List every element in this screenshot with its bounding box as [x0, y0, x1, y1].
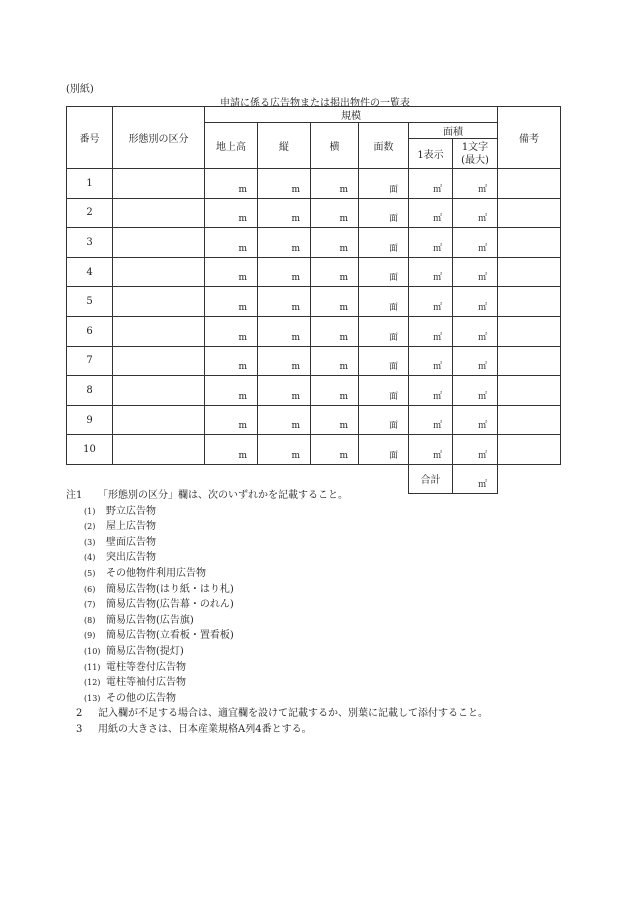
unit-sqm: ㎡	[477, 214, 487, 225]
unit-sqm: ㎡	[432, 273, 442, 284]
category-list-item	[66, 582, 488, 598]
row-height-cell[interactable]	[205, 169, 258, 199]
note-1	[66, 488, 488, 504]
row-number	[67, 316, 113, 346]
row-vertical-cell[interactable]	[258, 228, 311, 258]
row-number-text: 5	[86, 296, 93, 308]
row-horizontal-cell[interactable]	[311, 198, 359, 228]
row-category-cell[interactable]	[113, 405, 205, 435]
unit-meter: m	[291, 332, 300, 343]
row-faces-cell[interactable]	[359, 198, 409, 228]
row-faces-cell[interactable]	[359, 316, 409, 346]
row-vertical-cell[interactable]	[258, 435, 311, 465]
category-number: (3)	[84, 537, 96, 547]
unit-meter: m	[238, 332, 247, 343]
note-2-text: 記入欄が不足する場合は、適宜欄を設けて記載するか、別葉に記載して添付すること。	[98, 708, 488, 720]
category-list-item	[66, 691, 488, 707]
row-number	[67, 287, 113, 317]
category-text: 突出広告物	[106, 552, 156, 564]
unit-meter: m	[291, 362, 300, 373]
row-horizontal-cell[interactable]	[311, 346, 359, 376]
unit-face: 面	[388, 214, 398, 225]
category-text: 簡易広告物(広告旗)	[106, 614, 194, 626]
table-row	[67, 228, 561, 258]
row-category-cell[interactable]	[113, 376, 205, 406]
row-number	[67, 169, 113, 199]
category-number: (12)	[84, 678, 101, 688]
unit-meter: m	[238, 391, 247, 402]
row-remarks-cell[interactable]	[498, 405, 561, 435]
row-char-area-cell[interactable]	[453, 435, 498, 465]
unit-meter: m	[291, 273, 300, 284]
row-faces-cell[interactable]	[359, 228, 409, 258]
note-3-text: 用紙の大きさは、日本産業規格A列4番とする。	[98, 723, 312, 735]
unit-meter: m	[291, 391, 300, 402]
table-row	[67, 316, 561, 346]
category-number: (7)	[84, 600, 96, 610]
unit-sqm: ㎡	[432, 362, 442, 373]
unit-sqm: ㎡	[432, 450, 442, 461]
row-faces-cell[interactable]	[359, 435, 409, 465]
category-list-item	[66, 597, 488, 613]
row-remarks-cell[interactable]	[498, 228, 561, 258]
unit-sqm: ㎡	[477, 450, 487, 461]
unit-face: 面	[388, 332, 398, 343]
table-row	[67, 287, 561, 317]
category-number: (8)	[84, 615, 96, 625]
note-1-label: 注1	[66, 490, 83, 501]
row-char-area-cell[interactable]	[453, 316, 498, 346]
row-horizontal-cell[interactable]	[311, 287, 359, 317]
category-text: その他の広告物	[106, 692, 176, 704]
unit-sqm: ㎡	[477, 332, 487, 343]
row-display-area-cell[interactable]	[409, 405, 453, 435]
category-number: (1)	[84, 506, 96, 516]
row-display-area-cell[interactable]	[409, 198, 453, 228]
row-remarks-cell[interactable]	[498, 198, 561, 228]
category-text: 簡易広告物(はり紙・はり札)	[106, 583, 234, 595]
category-text: 屋上広告物	[106, 521, 156, 533]
unit-meter: m	[291, 450, 300, 461]
unit-face: 面	[388, 362, 398, 373]
unit-meter: m	[339, 362, 348, 373]
row-display-area-cell[interactable]	[409, 376, 453, 406]
row-remarks-cell[interactable]	[498, 376, 561, 406]
row-category-cell[interactable]	[113, 228, 205, 258]
row-display-area-cell[interactable]	[409, 287, 453, 317]
category-list-item	[66, 628, 488, 644]
unit-meter: m	[339, 214, 348, 225]
category-list-item	[66, 675, 488, 691]
table-row	[67, 257, 561, 287]
row-faces-cell[interactable]	[359, 405, 409, 435]
unit-meter: m	[339, 273, 348, 284]
category-number: (9)	[84, 631, 96, 641]
unit-face: 面	[388, 243, 398, 254]
header-char-area-line2: (最大)	[461, 154, 489, 166]
note-3	[66, 722, 488, 738]
category-list-item	[66, 550, 488, 566]
row-faces-cell[interactable]	[359, 257, 409, 287]
row-height-cell[interactable]	[205, 198, 258, 228]
row-number-text: 6	[86, 325, 93, 337]
row-faces-cell[interactable]	[359, 346, 409, 376]
row-vertical-cell[interactable]	[258, 169, 311, 199]
row-remarks-cell[interactable]	[498, 346, 561, 376]
row-height-cell[interactable]	[205, 316, 258, 346]
category-text: 野立広告物	[106, 505, 156, 517]
row-number-text: 2	[86, 207, 93, 219]
category-number: (2)	[84, 522, 96, 532]
row-horizontal-cell[interactable]	[311, 316, 359, 346]
header-scale: 規模	[205, 107, 498, 123]
row-category-cell[interactable]	[113, 287, 205, 317]
row-height-cell[interactable]	[205, 346, 258, 376]
row-category-cell[interactable]	[113, 316, 205, 346]
unit-sqm: ㎡	[477, 184, 487, 195]
unit-meter: m	[291, 214, 300, 225]
note-2	[66, 706, 488, 722]
category-text: 簡易広告物(広告幕・のれん)	[106, 599, 234, 611]
row-horizontal-cell[interactable]	[311, 376, 359, 406]
row-height-cell[interactable]	[205, 257, 258, 287]
unit-meter: m	[238, 243, 247, 254]
row-category-cell[interactable]	[113, 346, 205, 376]
unit-sqm: ㎡	[432, 243, 442, 254]
row-display-area-cell[interactable]	[409, 435, 453, 465]
unit-meter: m	[291, 421, 300, 432]
header-vertical: 縦	[258, 123, 311, 169]
row-display-area-cell[interactable]	[409, 257, 453, 287]
unit-sqm: ㎡	[477, 421, 487, 432]
row-char-area-cell[interactable]	[453, 198, 498, 228]
row-number	[67, 257, 113, 287]
unit-face: 面	[388, 302, 398, 313]
note-2-number: 2	[76, 708, 83, 720]
row-number-text: 3	[86, 236, 93, 248]
advertisement-list-table	[66, 106, 561, 494]
unit-meter: m	[291, 302, 300, 313]
unit-sqm: ㎡	[477, 362, 487, 373]
unit-meter: m	[238, 184, 247, 195]
row-number	[67, 346, 113, 376]
unit-meter: m	[291, 243, 300, 254]
category-text: 電柱等巻付広告物	[106, 661, 186, 673]
row-category-cell[interactable]	[113, 198, 205, 228]
unit-meter: m	[238, 302, 247, 313]
category-list-item	[66, 504, 488, 520]
unit-sqm: ㎡	[477, 479, 487, 490]
unit-meter: m	[339, 332, 348, 343]
unit-sqm: ㎡	[477, 273, 487, 284]
header-display-area: 1表示	[409, 139, 453, 169]
category-text: その他物件利用広告物	[106, 567, 206, 579]
row-char-area-cell[interactable]	[453, 228, 498, 258]
row-number-text: 9	[86, 414, 93, 426]
unit-sqm: ㎡	[477, 302, 487, 313]
row-category-cell[interactable]	[113, 435, 205, 465]
row-faces-cell[interactable]	[359, 376, 409, 406]
category-number: (6)	[84, 584, 96, 594]
row-char-area-cell[interactable]	[453, 346, 498, 376]
row-vertical-cell[interactable]	[258, 405, 311, 435]
table-row	[67, 169, 561, 199]
row-horizontal-cell[interactable]	[311, 257, 359, 287]
annex-label: (別紙)	[66, 84, 94, 95]
category-list-item	[66, 644, 488, 660]
row-number	[67, 228, 113, 258]
row-vertical-cell[interactable]	[258, 376, 311, 406]
header-remarks: 備考	[498, 107, 561, 169]
row-char-area-cell[interactable]	[453, 287, 498, 317]
unit-meter: m	[339, 391, 348, 402]
row-char-area-cell[interactable]	[453, 257, 498, 287]
category-text: 壁面広告物	[106, 536, 156, 548]
unit-meter: m	[339, 243, 348, 254]
row-remarks-cell[interactable]	[498, 257, 561, 287]
row-char-area-cell[interactable]	[453, 405, 498, 435]
unit-face: 面	[388, 184, 398, 195]
unit-sqm: ㎡	[477, 243, 487, 254]
category-number: (4)	[84, 553, 96, 563]
unit-meter: m	[238, 450, 247, 461]
row-display-area-cell[interactable]	[409, 316, 453, 346]
row-char-area-cell[interactable]	[453, 169, 498, 199]
header-height-above-ground: 地上高	[205, 123, 258, 169]
table-row	[67, 376, 561, 406]
category-list-item	[66, 660, 488, 676]
unit-sqm: ㎡	[432, 184, 442, 195]
unit-meter: m	[339, 302, 348, 313]
category-list-item	[66, 519, 488, 535]
row-category-cell[interactable]	[113, 257, 205, 287]
row-number-text: 7	[86, 355, 93, 367]
unit-face: 面	[388, 450, 398, 461]
row-height-cell[interactable]	[205, 228, 258, 258]
category-number: (5)	[84, 568, 96, 578]
unit-meter: m	[238, 214, 247, 225]
header-area: 面積	[409, 123, 498, 139]
row-faces-cell[interactable]	[359, 287, 409, 317]
row-horizontal-cell[interactable]	[311, 435, 359, 465]
row-char-area-cell[interactable]	[453, 376, 498, 406]
row-number-text: 4	[86, 266, 93, 278]
row-remarks-cell[interactable]	[498, 287, 561, 317]
row-horizontal-cell[interactable]	[311, 405, 359, 435]
unit-sqm: ㎡	[477, 391, 487, 402]
unit-meter: m	[339, 450, 348, 461]
row-number	[67, 405, 113, 435]
category-text: 簡易広告物(立看板・置看板)	[106, 630, 234, 642]
header-char-area	[453, 139, 498, 169]
row-vertical-cell[interactable]	[258, 198, 311, 228]
header-category: 形態別の区分	[113, 107, 205, 169]
row-remarks-cell[interactable]	[498, 316, 561, 346]
row-category-cell[interactable]	[113, 169, 205, 199]
total-label: 合計	[409, 464, 453, 493]
total-spacer-right	[498, 464, 561, 493]
unit-sqm: ㎡	[432, 332, 442, 343]
row-display-area-cell[interactable]	[409, 228, 453, 258]
category-number: (13)	[84, 693, 101, 703]
category-list-item	[66, 613, 488, 629]
table-row	[67, 435, 561, 465]
category-number: (11)	[84, 662, 101, 672]
header-number: 番号	[67, 107, 113, 169]
row-display-area-cell[interactable]	[409, 346, 453, 376]
row-faces-cell[interactable]	[359, 169, 409, 199]
row-horizontal-cell[interactable]	[311, 169, 359, 199]
category-list-item	[66, 566, 488, 582]
row-number	[67, 435, 113, 465]
header-char-area-line1: 1文字	[461, 141, 489, 153]
unit-face: 面	[388, 273, 398, 284]
unit-sqm: ㎡	[432, 302, 442, 313]
row-remarks-cell[interactable]	[498, 435, 561, 465]
header-faces: 面数	[359, 123, 409, 169]
unit-face: 面	[388, 391, 398, 402]
row-height-cell[interactable]	[205, 376, 258, 406]
row-height-cell[interactable]	[205, 405, 258, 435]
row-number	[67, 376, 113, 406]
unit-meter: m	[238, 273, 247, 284]
unit-meter: m	[238, 421, 247, 432]
unit-meter: m	[291, 184, 300, 195]
unit-meter: m	[339, 184, 348, 195]
row-vertical-cell[interactable]	[258, 257, 311, 287]
table-row	[67, 198, 561, 228]
page-title: 申請に係る広告物または掲出物件の一覧表	[220, 98, 410, 109]
unit-sqm: ㎡	[432, 421, 442, 432]
unit-meter: m	[238, 362, 247, 373]
category-number: (10)	[84, 646, 101, 656]
category-list-item	[66, 535, 488, 551]
header-horizontal: 横	[311, 123, 359, 169]
unit-face: 面	[388, 421, 398, 432]
row-number	[67, 198, 113, 228]
table-row	[67, 405, 561, 435]
row-number-text: 1	[86, 177, 93, 189]
category-text: 簡易広告物(提灯)	[106, 645, 184, 657]
row-display-area-cell[interactable]	[409, 169, 453, 199]
row-height-cell[interactable]	[205, 435, 258, 465]
unit-meter: m	[339, 421, 348, 432]
unit-sqm: ㎡	[432, 214, 442, 225]
notes	[66, 488, 488, 738]
category-text: 電柱等袖付広告物	[106, 677, 186, 689]
note-3-number: 3	[76, 723, 83, 735]
table-row	[67, 346, 561, 376]
row-number-text: 8	[86, 384, 93, 396]
row-horizontal-cell[interactable]	[311, 228, 359, 258]
note-1-text: 「形態別の区分」欄は、次のいずれかを記載すること。	[98, 490, 348, 501]
row-number-text: 10	[83, 444, 96, 456]
row-vertical-cell[interactable]	[258, 287, 311, 317]
row-remarks-cell[interactable]	[498, 169, 561, 199]
row-height-cell[interactable]	[205, 287, 258, 317]
unit-sqm: ㎡	[432, 391, 442, 402]
row-vertical-cell[interactable]	[258, 346, 311, 376]
row-vertical-cell[interactable]	[258, 316, 311, 346]
